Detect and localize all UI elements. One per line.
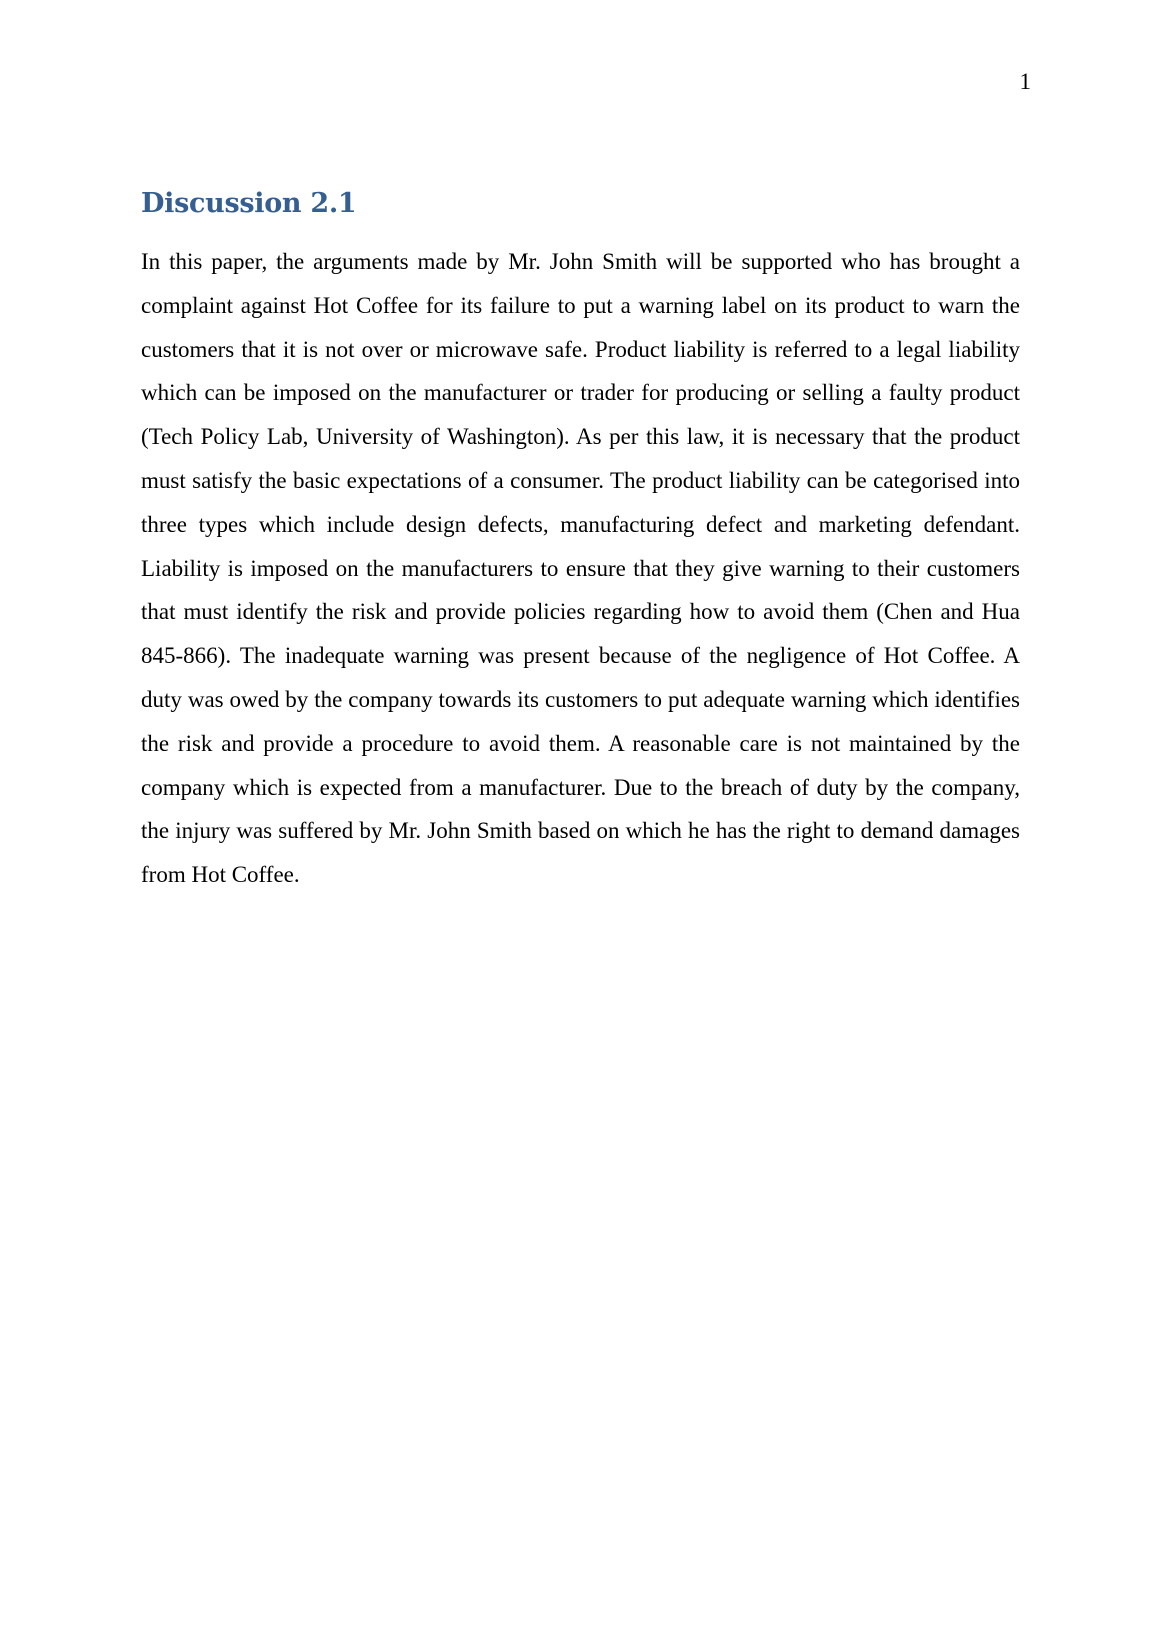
body-paragraph: In this paper, the arguments made by Mr. John Smith will be supported who has brought a complaint against Hot Coffee for its failure to put a warning label on its product to warn the customers that it is not over or microwave safe. Product liability is referred to a legal liability which can be imposed on the manufacturer or trader for producing or selling a faulty product (Tech Policy Lab, University of Washington). As per this law, it is necessary that the product must satisfy the basic expectations of a consumer. The product liability can be categorised into three types which include design defects, manufacturing defect and marketing defendant. Liability is imposed on the manufacturers to ensure that they give warning to their customers that must identify the risk and provide policies regarding how to avoid them (Chen and Hua 845-866). The inadequate warning was present because of the negligence of Hot Coffee. A duty was owed by the company towards its customers to put adequate warning which identifies the risk and provide a procedure to avoid them. A reasonable care is not maintained by the company which is expected from a manufacturer. Due to the breach of duty by the company, the injury was suffered by Mr. John Smith based on which he has the right to demand damages from Hot Coffee. [141, 249, 1020, 888]
section-heading: Discussion 2.1 [141, 188, 357, 219]
page-number: 1 [1019, 69, 1031, 94]
